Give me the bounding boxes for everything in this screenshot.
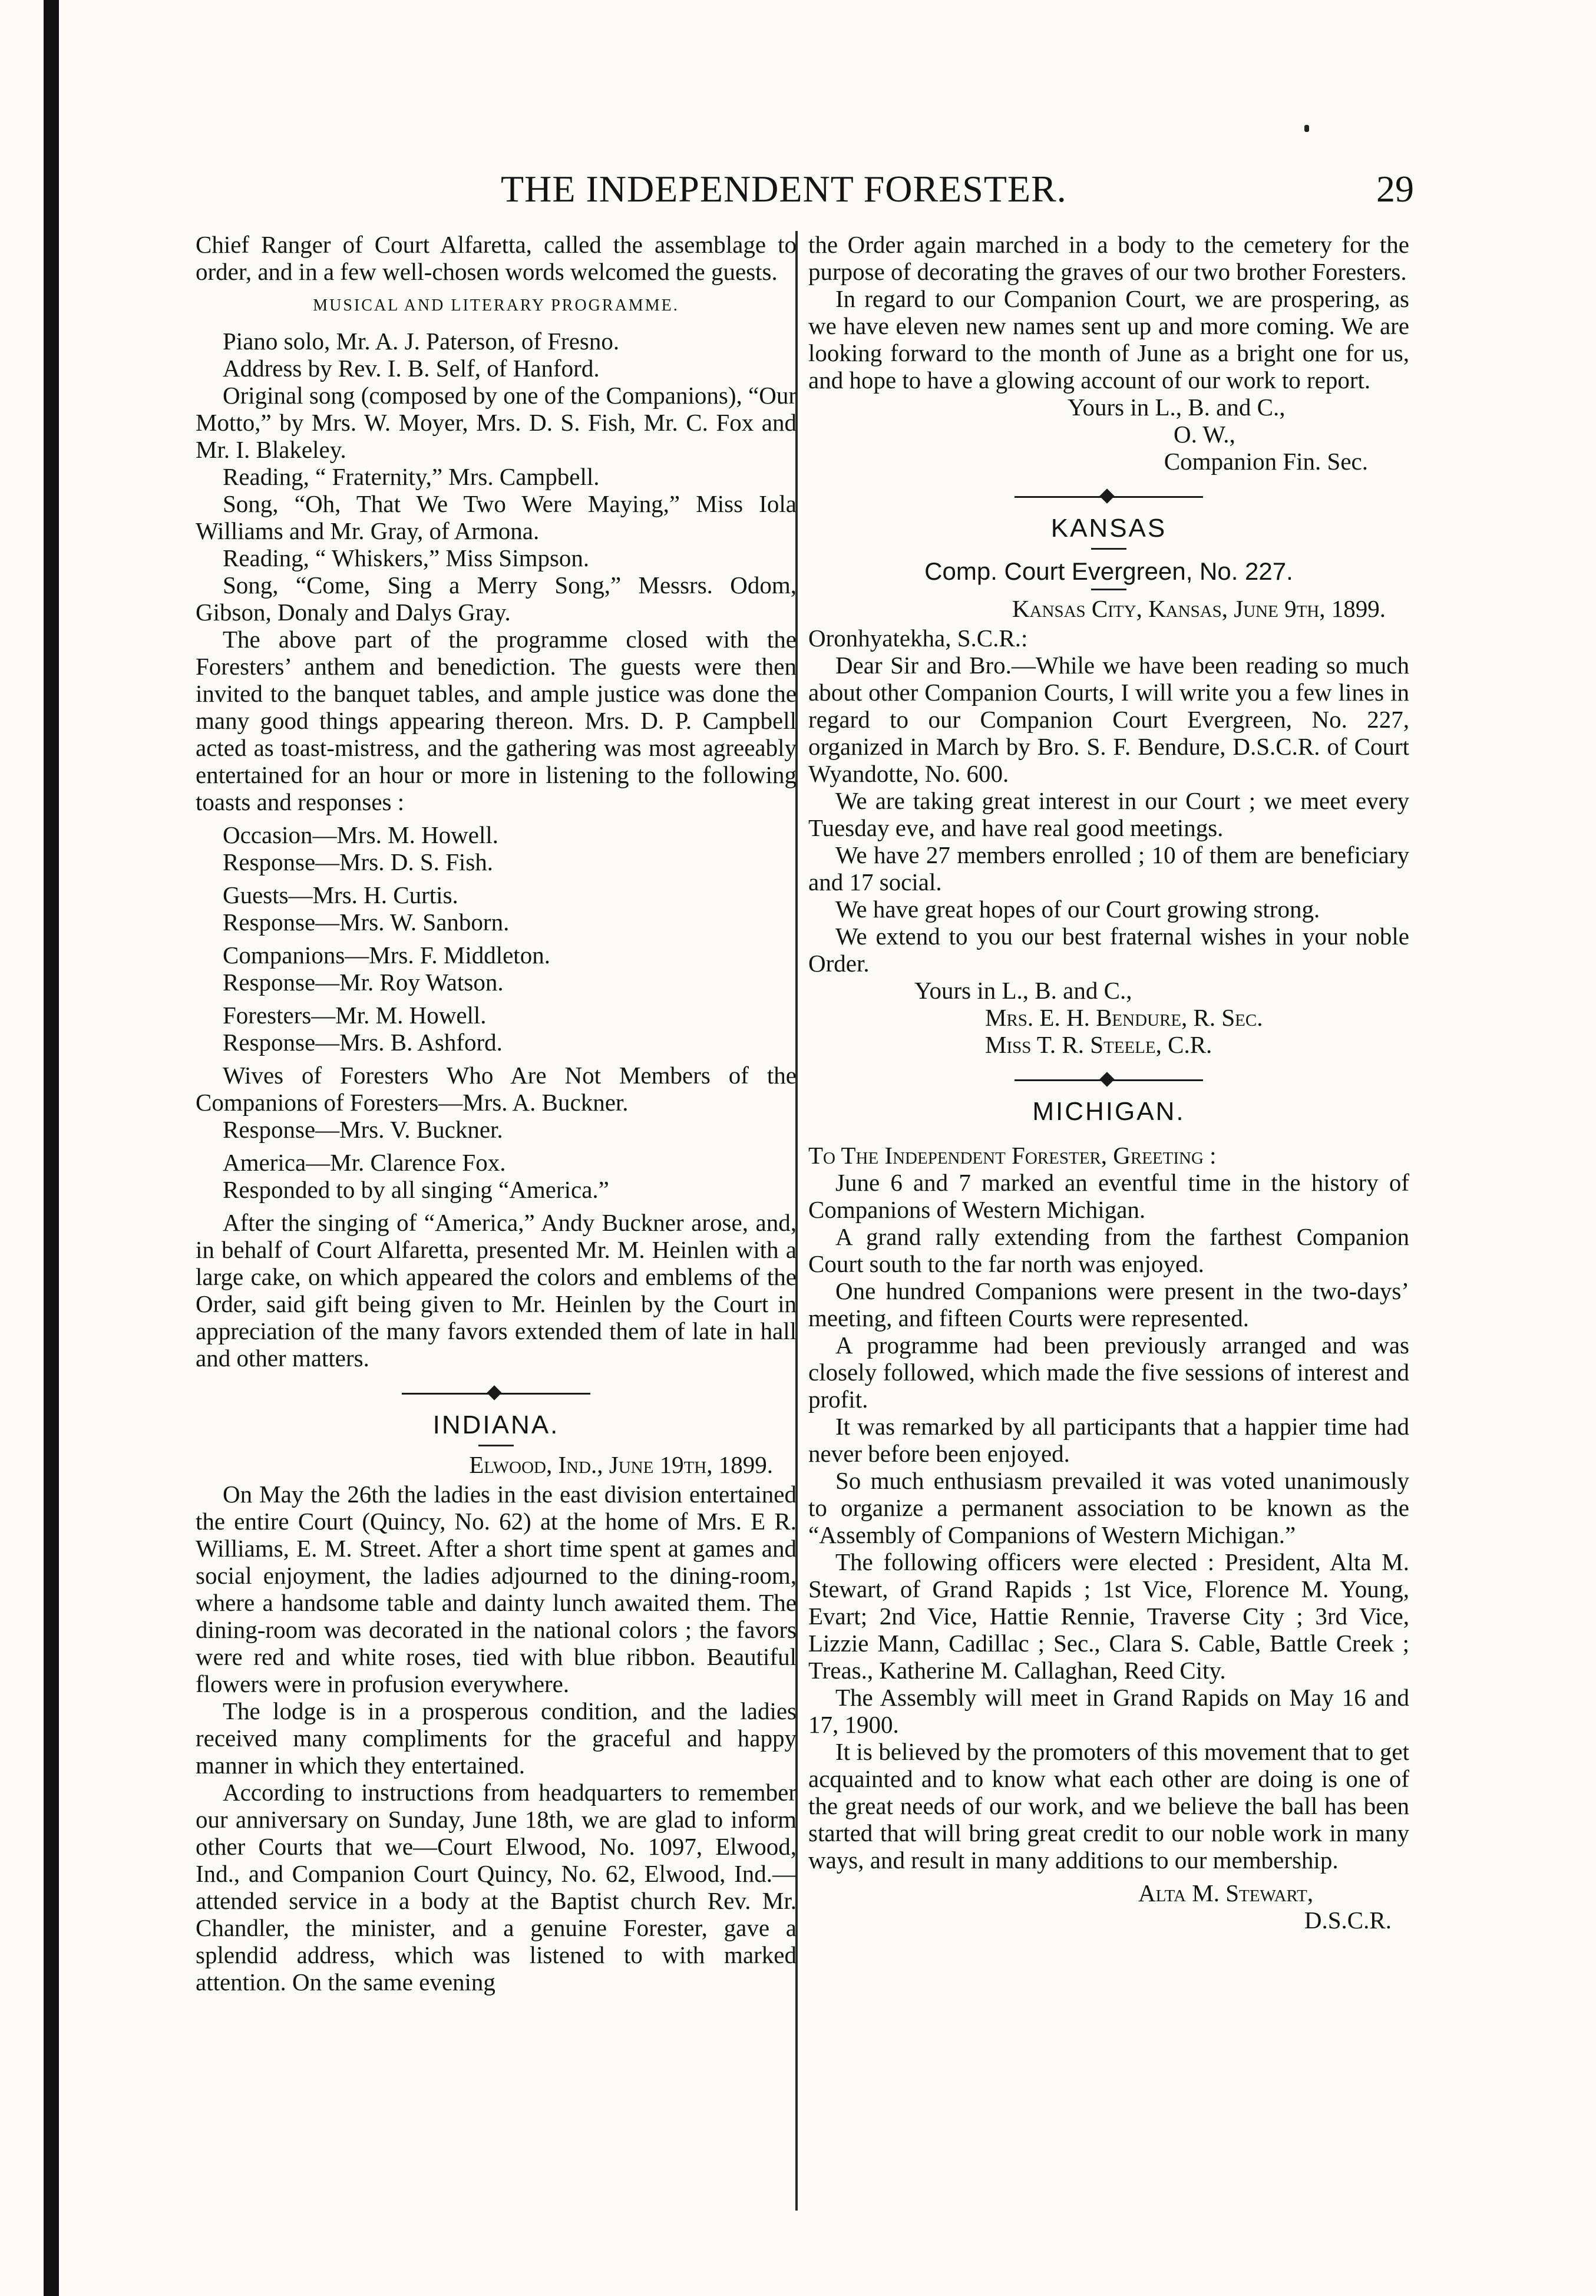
- kansas-dateline: Kansas City, Kansas, June 9th, 1899.: [1012, 595, 1386, 622]
- toast-line: Response—Mrs. B. Ashford.: [223, 1029, 503, 1056]
- toast-line: Wives of Foresters Who Are Not Members of the Companions of Foresters—Mrs. A. Buckner.: [196, 1062, 797, 1116]
- paragraph: A grand rally extending from the farthest Companion Court south to the far north was enjoyed.: [808, 1223, 1409, 1277]
- toast-line: America—Mr. Clarence Fox.: [223, 1149, 506, 1176]
- paragraph: It is believed by the promoters of this movement that to get acquainted and to know what each other are doing is one of the great needs of our work, and we believe the ball has been started that will bring great credit to our noble work in many ways, and result in many additions to our membership.: [808, 1738, 1409, 1874]
- paragraph: The lodge is in a prosperous condition, and the ladies received many compliments for the graceful and happy manner in which they entertained.: [196, 1697, 797, 1779]
- addressee: Oronhyatekha, S.C.R.:: [808, 625, 1028, 652]
- programme-item: Address by Rev. I. B. Self, of Hanford.: [223, 355, 600, 382]
- paragraph: According to instructions from headquarters to remember our anniversary on Sunday, June 18th, we are glad to inform other Courts that we—Court Elwood, No. 1097, Elwood, Ind., and Companion Court Quincy, No. 62, Elwood, Ind.—attended service in a body at the Baptist church Rev. Mr. Chandler, the minister, and a genuine Forester, gave a splendid address, which was listened to with marked attention. On the same evening: [196, 1779, 797, 1996]
- paragraph: June 6 and 7 marked an eventful time in the history of Companions of Western Michigan.: [808, 1169, 1409, 1223]
- signature-line: Companion Fin. Sec.: [1164, 448, 1368, 475]
- toast-line: Occasion—Mrs. M. Howell.: [223, 821, 499, 848]
- indiana-dateline: Elwood, Ind., June 19th, 1899.: [469, 1451, 773, 1478]
- paragraph: So much enthusiasm prevailed it was voted unanimously to organize a permanent association to be known as the “Assembly of Companions of Western Michigan.”: [808, 1467, 1409, 1548]
- signature-line: Yours in L., B. and C.,: [1068, 394, 1286, 421]
- toast-line: Foresters—Mr. M. Howell.: [223, 1002, 487, 1029]
- right-column: [808, 231, 1409, 2222]
- signature-line: O. W.,: [1174, 421, 1235, 448]
- paragraph: We have great hopes of our Court growing strong.: [835, 896, 1320, 923]
- paragraph: Chief Ranger of Court Alfaretta, called the assemblage to order, and in a few well-chosen words welcomed the guests.: [196, 231, 797, 285]
- toast-line: Guests—Mrs. H. Curtis.: [223, 881, 458, 909]
- section-ornament: [402, 1387, 590, 1400]
- signature-line: Yours in L., B. and C.,: [914, 977, 1132, 1004]
- running-title: THE INDEPENDENT FORESTER.: [501, 168, 1067, 210]
- paragraph: A programme had been previously arranged and was closely followed, which made the five sessions of interest and profit.: [808, 1332, 1409, 1413]
- michigan-heading: MICHIGAN.: [1032, 1097, 1185, 1126]
- paragraph: On May the 26th the ladies in the east division entertained the entire Court (Quincy, No. 62) at the home of Mrs. E R. Williams, E. M. Street. After a short time spent at games and social enjoyment, the ladies adjourned to the dining-room, where a handsome table and dainty lunch awaited them. The dining-room was decorated in the national colors ; the favors were red and white roses, tied with blue ribbon. Beautiful flowers were in profusion everywhere.: [196, 1481, 797, 1697]
- toast-line: Response—Mrs. W. Sanborn.: [223, 909, 510, 936]
- signature-line: Mrs. E. H. Bendure, R. Sec.: [985, 1004, 1263, 1031]
- section-ornament: [1015, 1073, 1203, 1086]
- paragraph: We have 27 members enrolled ; 10 of them are beneficiary and 17 social.: [808, 841, 1409, 896]
- kansas-heading: KANSAS: [1050, 514, 1167, 543]
- toast-line: Responded to by all singing “America.”: [223, 1176, 609, 1203]
- short-rule: [1091, 589, 1126, 590]
- paragraph: Dear Sir and Bro.—While we have been reading so much about other Companion Courts, I will write you a few lines in regard to our Companion Court Evergreen, No. 227, organized in March by Bro. S. F. Bendure, D.S.C.R. of Court Wyandotte, No. 600.: [808, 652, 1409, 787]
- left-column: [196, 231, 797, 2222]
- programme-item: Reading, “ Fraternity,” Mrs. Campbell.: [223, 463, 600, 490]
- programme-heading: MUSICAL AND LITERARY PROGRAMME.: [313, 296, 679, 315]
- programme-item: Song, “Come, Sing a Merry Song,” Messrs. Odom, Gibson, Donaly and Dalys Gray.: [196, 571, 797, 626]
- signature-line: Alta M. Stewart,: [1138, 1879, 1314, 1907]
- paragraph: It was remarked by all participants that a happier time had never before been enjoyed.: [808, 1413, 1409, 1467]
- paragraph: In regard to our Companion Court, we are prospering, as we have eleven new names sent up and more coming. We are looking forward to the month of June as a bright one for us, and hope to have a glowing account of our work to report.: [808, 285, 1409, 394]
- paragraph: One hundred Companions were present in the two-days’ meeting, and fifteen Courts were represented.: [808, 1277, 1409, 1332]
- programme-item: Original song (composed by one of the Companions), “Our Motto,” by Mrs. W. Moyer, Mrs. D. S. Fish, Mr. C. Fox and Mr. I. Blakeley.: [196, 382, 797, 463]
- section-ornament: [1015, 490, 1203, 503]
- print-speck: [1304, 125, 1309, 132]
- paragraph: the Order again marched in a body to the cemetery for the purpose of decorating the graves of our two brother Foresters.: [808, 231, 1409, 285]
- signature-line: D.S.C.R.: [1304, 1907, 1392, 1934]
- page-binding-edge: [44, 0, 59, 2296]
- paragraph: We extend to you our best fraternal wishes in your noble Order.: [808, 923, 1409, 977]
- signature-line: Miss T. R. Steele, C.R.: [985, 1031, 1212, 1058]
- short-rule: [478, 1445, 514, 1446]
- programme-item: Song, “Oh, That We Two Were Maying,” Miss Iola Williams and Mr. Gray, of Armona.: [196, 490, 797, 544]
- paragraph: After the singing of “America,” Andy Buckner arose, and, in behalf of Court Alfaretta, presented Mr. M. Heinlen with a large cake, on which appeared the colors and emblems of the Order, said gift being given to Mr. Heinlen by the Court in appreciation of the many favors extended them of late in hall and other matters.: [196, 1209, 797, 1372]
- toast-line: Companions—Mrs. F. Middleton.: [223, 941, 550, 969]
- paragraph: The following officers were elected : President, Alta M. Stewart, of Grand Rapids ; 1st Vice, Florence M. Young, Evart; 2nd Vice, Hattie Rennie, Traverse City ; 3rd Vice, Lizzie Mann, Cadillac ; Sec., Clara S. Cable, Battle Creek ; Treas., Katherine M. Callaghan, Reed City.: [808, 1548, 1409, 1684]
- paragraph: The Assembly will meet in Grand Rapids on May 16 and 17, 1900.: [808, 1684, 1409, 1738]
- toast-line: Response—Mr. Roy Watson.: [223, 969, 504, 996]
- indiana-heading: INDIANA.: [432, 1410, 560, 1439]
- kansas-subheading: Comp. Court Evergreen, No. 227.: [924, 557, 1293, 585]
- programme-item: Reading, “ Whiskers,” Miss Simpson.: [223, 544, 590, 571]
- page-number: 29: [1376, 168, 1414, 210]
- programme-item: Piano solo, Mr. A. J. Paterson, of Fresno.: [223, 328, 620, 355]
- paragraph: The above part of the programme closed with the Foresters’ anthem and benediction. The guests were then invited to the banquet tables, and ample justice was done the many good things appearing thereon. Mrs. D. P. Campbell acted as toast-mistress, and the gathering was most agreeably entertained for an hour or more in listening to the following toasts and responses :: [196, 626, 797, 815]
- toast-line: Response—Mrs. D. S. Fish.: [223, 848, 494, 876]
- greeting: To The Independent Forester, Greeting :: [808, 1142, 1217, 1169]
- paragraph: We are taking great interest in our Court ; we meet every Tuesday eve, and have real good meetings.: [808, 787, 1409, 841]
- page-header: [194, 167, 1414, 220]
- toast-line: Response—Mrs. V. Buckner.: [223, 1116, 503, 1143]
- short-rule: [1091, 548, 1126, 550]
